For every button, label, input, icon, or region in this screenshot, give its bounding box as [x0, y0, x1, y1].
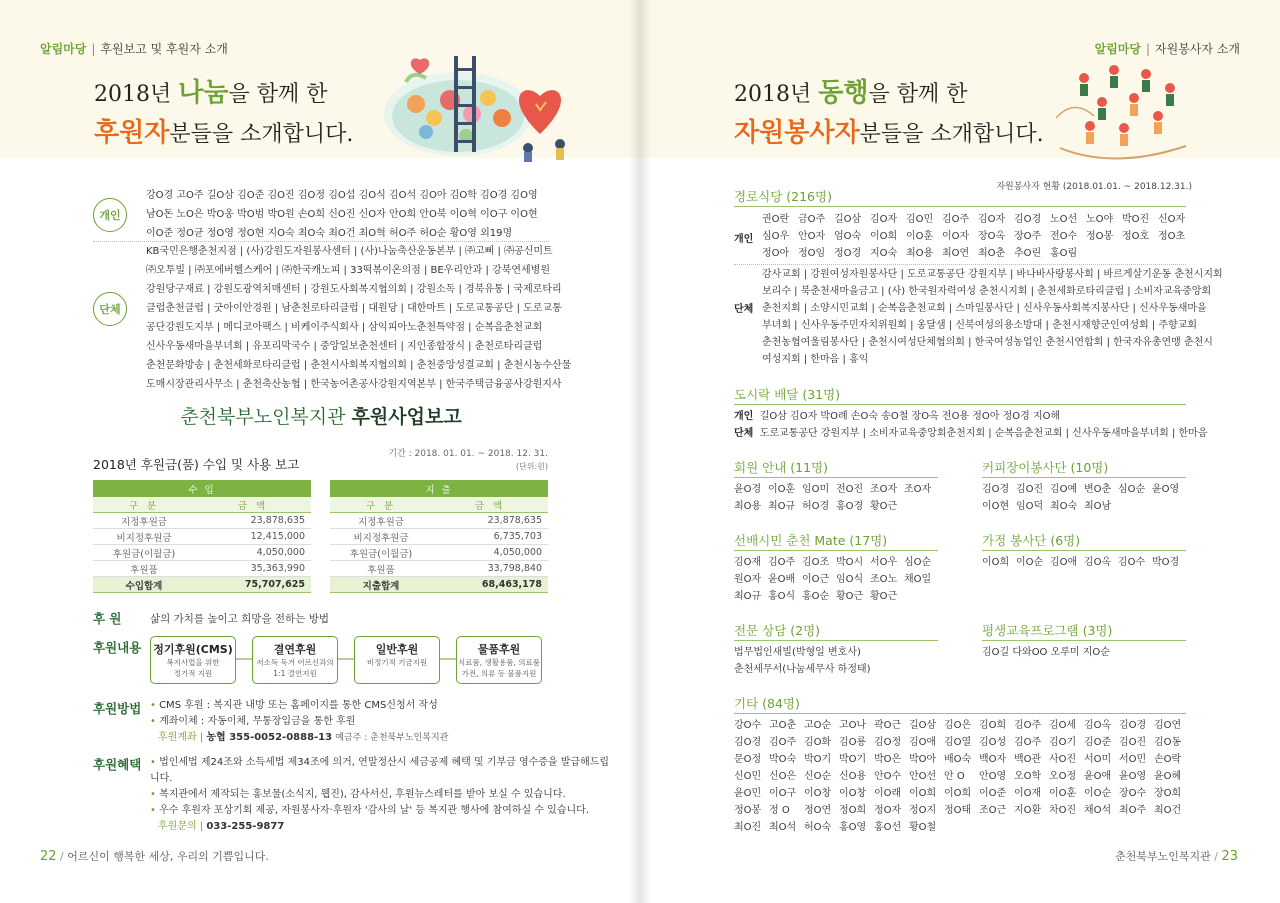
- section-tag: 알림마당: [40, 42, 87, 56]
- label-group: 단체: [734, 304, 754, 315]
- category-individual-badge: 개인: [93, 198, 127, 232]
- page-title: 2018년 나눔을 함께 한 후원자분들을 소개합니다.: [94, 78, 354, 148]
- section-professional-consulting: 전문 상담 (2명): [734, 623, 821, 638]
- list-item: 춘천지회 | 소양시민교회 | 순복음춘천교회 | 스마일봉사단 | 신사우동사회복지봉사단 | 신사우동새마을: [762, 303, 1207, 314]
- table-head: 수 입: [93, 480, 311, 497]
- divider: [734, 477, 938, 478]
- method-label: 후원방법: [93, 701, 142, 716]
- divider: [734, 264, 1186, 265]
- list-item: 강O경 고O주 길O삼 김O준 김O진 김O정 김O섭 김O식 김O석 김O아 김O학 김O경 김O영: [146, 190, 538, 201]
- mate-list: 김O재 김O주 김O조 박O시 서O우 심O순 원O자 윤O배 이O근 임O식 조O노 채O일 최O규 홍O식 홍O순 황O근 황O근: [734, 557, 932, 602]
- support-text: 삶의 가치를 높이고 희망을 전하는 방법: [150, 613, 329, 625]
- group-donor-list: [146, 242, 571, 394]
- divider: [734, 206, 1186, 207]
- list-item: 여성지회 | 한마음 | 홍익: [762, 354, 869, 365]
- list-item: 공단강원도지부 | 메디코아팩스 | 비케이주식회사 | 삼익피아노춘천특약점 | 순복음춘천교회: [146, 322, 543, 333]
- divider: [734, 404, 1186, 405]
- table-row: 후원금(이월금) 4,050,000: [93, 545, 311, 561]
- table-head: 지 출: [330, 480, 548, 497]
- expense-table: 지 출 구 분 금 액 지정후원금 23,878,635 비지정후원금 6,735,703 후원금(이월금) 4,050,000 후원품 33,798,840 지출합계 68,463,178: [330, 480, 548, 593]
- table-row: 비지정후원금 12,415,000: [93, 529, 311, 545]
- list-item: 춘천농협여울림봉사단 | 춘천시여성단체협의회 | 한국여성농업인 춘천시연합회 | 한국자유총연맹 춘천시: [762, 337, 1213, 348]
- table-row: 비지정후원금 6,735,703: [330, 529, 548, 545]
- coffee-list: 김O경 김O진 김O예 변O춘 심O순 윤O영 이O현 임O덕 최O숙 최O남: [982, 484, 1180, 512]
- support-label: 후 원: [93, 611, 122, 626]
- individual-donor-list: [146, 186, 538, 243]
- report-unit: (단위:원): [515, 462, 548, 471]
- elderly-individual-list: 권O란 금O주 길O삼 김O자 김O민 김O주 김O자 김O경 노O선 노O야 박O진 신O자 심O우 안O자 엄O숙 이O희 이O훈 이O자 장O옥 장O주 전O수 정O봉 정O호 정O초 정O아 정O임 정O경 지O숙 최O용 최O연 최O춘 추O린 홍O림: [762, 214, 1186, 259]
- table-row: 지정후원금 23,878,635: [93, 513, 311, 529]
- list-item: KB국민은행춘천지점 | (사)강원도자원봉사센터 | (사)나눔축산운동본부 | ㈜고삐 | ㈜공신미트: [146, 246, 553, 257]
- volunteers-illustration: [1054, 58, 1192, 162]
- list-item: 클럽춘천클럽 | 굿아이안경원 | 남춘천로타리클럽 | 대원당 | 대한마트 | 도로교통공단 | 도로교통: [146, 303, 562, 314]
- support-type-general: 일반후원 비정기적 기금지원: [354, 636, 440, 684]
- list-item: 춘천문화방송 | 춘천세화로타리클럽 | 춘천시사회복지협의회 | 춘천중앙성결교회 | 춘천시농수산물: [146, 360, 572, 371]
- consult-list: [734, 644, 871, 678]
- page-footer: 22 / 어르신이 행복한 세상, 우리의 기쁨입니다.: [40, 849, 269, 864]
- page-footer: 춘천북부노인복지관 / 23: [1115, 849, 1238, 864]
- section-lifelong-education: 평생교육프로그램 (3명): [982, 623, 1113, 638]
- table-row: 지정후원금 23,878,635: [330, 513, 548, 529]
- elderly-group-list: [762, 266, 1223, 368]
- page-number: 23: [1221, 849, 1238, 864]
- divider: [982, 550, 1186, 551]
- support-type-sponsorship: 결연후원 저소득 독거 어르신과의 1:1 결연지원: [252, 636, 338, 684]
- method-list: • CMS 후원 : 복지관 내방 또는 홈페이지를 통한 CMS신청서 작성 • 계좌이체 : 자동이체, 무통장입금을 통한 후원 후원계좌 | 농협 355-0052-0888-13 예금주 : 춘천북부노인복지관: [150, 700, 449, 743]
- lunch-list: 개인 길O삼 김O자 박O례 손O숙 송O철 장O옥 전O용 정O아 정O경 지O해 단체 도로교통공단 강원지부 | 소비자교육중앙회춘천지회 | 순복음춘천교회 | 신사우동새마을부녀회 | 한마음: [734, 411, 1208, 439]
- list-item: 도매시장관리사무소 | 춘천축산농협 | 한국농어촌공사강원지역본부 | 한국주택금융공사강원지사: [146, 379, 562, 390]
- section-header: 알림마당 | 자원봉사자 소개: [1094, 42, 1240, 56]
- table-total-row: 수입합계 75,707,625: [93, 577, 311, 593]
- section-elderly-dining: 경로식당 (216명): [734, 189, 832, 204]
- title-highlight-2: 자원봉사자: [734, 118, 860, 148]
- list-item: ㈜오투빌 | ㈜포에버헬스케어 | ㈜한국캐노피 | 33떡볶이온의점 | BE우리안과 | 강북연세병원: [146, 265, 550, 276]
- section-lunch-delivery: 도시락 배달 (31명): [734, 387, 841, 402]
- section-senior-mate: 선배시민 춘천 Mate (17명): [734, 533, 888, 548]
- title-highlight: 동행: [818, 78, 869, 108]
- section-tag: 알림마당: [1094, 42, 1141, 56]
- label-individual: 개인: [734, 234, 754, 245]
- title-highlight-2: 후원자: [94, 118, 170, 148]
- list-item: 춘천세무서(나눔세무사 하정태): [734, 664, 871, 675]
- section-member-guide: 회원 안내 (11명): [734, 460, 828, 475]
- category-group-badge: 단체: [93, 292, 127, 326]
- report-title: 춘천북부노인복지관 후원사업보고: [180, 406, 462, 428]
- report-subtitle: 2018년 후원금(품) 수입 및 사용 보고: [93, 457, 300, 472]
- section-others: 기타 (84명): [734, 696, 800, 711]
- table-row: 후원금(이월금) 4,050,000: [330, 545, 548, 561]
- page-title: 2018년 동행을 함께 한 자원봉사자분들을 소개합니다.: [734, 78, 1044, 148]
- section-coffee-volunteers: 커피장이봉사단 (10명): [982, 460, 1109, 475]
- support-type-regular: 정기후원(CMS) 복지사업을 위한 정기적 지원: [150, 636, 236, 684]
- section-home-volunteers: 가정 봉사단 (6명): [982, 533, 1081, 548]
- page-number: 22: [40, 849, 57, 864]
- divider: [734, 640, 938, 641]
- section-title: 자원봉사자 소개: [1155, 42, 1240, 56]
- book-spine-shadow: [628, 0, 652, 903]
- benefit-label: 후원혜택: [93, 757, 142, 772]
- volunteer-status: 자원봉사자 현황 (2018.01.01. ~ 2018.12.31.): [996, 182, 1192, 192]
- list-item: 부녀회 | 신사우동주민자치위원회 | 옹달샘 | 신북여성의용소방대 | 춘천시재향군인여성회 | 주향교회: [762, 320, 1198, 331]
- right-page: [640, 0, 1280, 903]
- home-list: 이O희 이O순 김O애 김O옥 김O수 박O경: [982, 557, 1180, 568]
- benefit-list: • 법인세법 제24조와 소득세법 제34조에 의거, 연말정산시 세금공제 혜택 및 기부금 영수증을 발급해드립니다. • 복지관에서 제작되는 홍보물(소식지, 웹진), 감사서신, 후원뉴스레터를 받아 보실 수 있습니다. • 우수 후원자 포상기회 제공, 자원봉사자·후원자 '감사의 날' 등 복지관 행사에 참여하실 수 있습니다. 후원문의 | 033-255-9877: [150, 757, 610, 832]
- piggy-bank-illustration: [376, 56, 586, 162]
- title-highlight: 나눔: [178, 78, 229, 108]
- member-list: 윤O경 이O훈 임O미 전O진 조O자 조O자 최O용 최O규 허O경 홍O경 황O근: [734, 484, 932, 512]
- list-item: 이O준 정O균 정O영 정O현 지O숙 최O숙 최O건 최O혁 허O주 허O순 황O영 외19명: [146, 228, 513, 239]
- others-list: 강O수 고O춘 고O순 고O나 곽O근 길O삼 김O은 김O희 김O주 김O세 김O옥 김O경 김O연 김O경 김O주 김O화 김O룡 김O정 김O애 김O열 김O성 김O주 김O기 김O준 김O진 김O동 문O정 박O숙 박O기 박O기 박O은 박O아 배O숙 백O자 백O관 사O진 서O미 서O민 손O락 신O민 신O은 신O순 신O용 안O수 안O선 안 O 안O영 오O학 오O정 윤O애 윤O영 윤O혜 윤O민 이O구 이O창 이O창 이O래 이O희 이O희 이O준 이O재 이O훈 이O순 장O수 장O희 정O봉 정 O 정O연 정O희 정O자 정O지 정O태 조O근 지O환 차O진 채O석 최O주 최O건 최O진 최O석 허O숙 홍O영 홍O선 황O철: [734, 720, 1182, 833]
- section-header: 알림마당 | 후원보고 및 후원자 소개: [40, 42, 228, 56]
- section-title: 후원보고 및 후원자 소개: [100, 42, 228, 56]
- account-number: 농협 355-0052-0888-13: [206, 732, 333, 743]
- list-item: 신사우동새마을부녀회 | 유포리막국수 | 중앙일보춘천센터 | 지인종합장식 | 춘천로타리클럽: [146, 341, 543, 352]
- divider: [734, 713, 1186, 714]
- table-row: 후원품 35,363,990: [93, 561, 311, 577]
- list-item: 법무법인새빌(박형일 변호사): [734, 647, 861, 658]
- divider: [982, 640, 1186, 641]
- divider: [734, 550, 938, 551]
- report-period: 기간 : 2018. 01. 01. ~ 2018. 12. 31.: [388, 449, 548, 459]
- list-item: 감사교회 | 강원여성자원봉사단 | 도로교통공단 강원지부 | 바나바사랑봉사회 | 바르게살기운동 춘천시지회: [762, 269, 1223, 280]
- list-item: 보리수 | 북춘천새마을금고 | (사) 한국원자력여성 춘천시지회 | 춘천세화로타리클럽 | 소비자교육중앙회: [762, 286, 1212, 297]
- table-total-row: 지출합계 68,463,178: [330, 577, 548, 593]
- table-row: 후원품 33,798,840: [330, 561, 548, 577]
- inquiry-phone: 033-255-9877: [206, 821, 285, 832]
- content-label: 후원내용: [93, 640, 142, 655]
- support-type-goods: 물품후원 식료품, 생활용품, 의료품 가전, 의류 등 물품지원: [456, 636, 542, 684]
- edu-list: 김O길 다와OO 오루미 지O순: [982, 647, 1110, 658]
- list-item: 강원당구재료 | 강원도광역치매센터 | 강원도사회복지협의회 | 강원소독 | 경북유통 | 국제로타리: [146, 284, 562, 295]
- income-table: 수 입 구 분 금 액 지정후원금 23,878,635 비지정후원금 12,415,000 후원금(이월금) 4,050,000 후원품 35,363,990 수입합계 75,707,625: [93, 480, 311, 593]
- divider: [982, 477, 1186, 478]
- list-item: 남O돈 노O은 박O옹 박O범 박O원 손O희 신O진 신O자 안O희 안O북 이O혁 이O구 이O현: [146, 209, 538, 220]
